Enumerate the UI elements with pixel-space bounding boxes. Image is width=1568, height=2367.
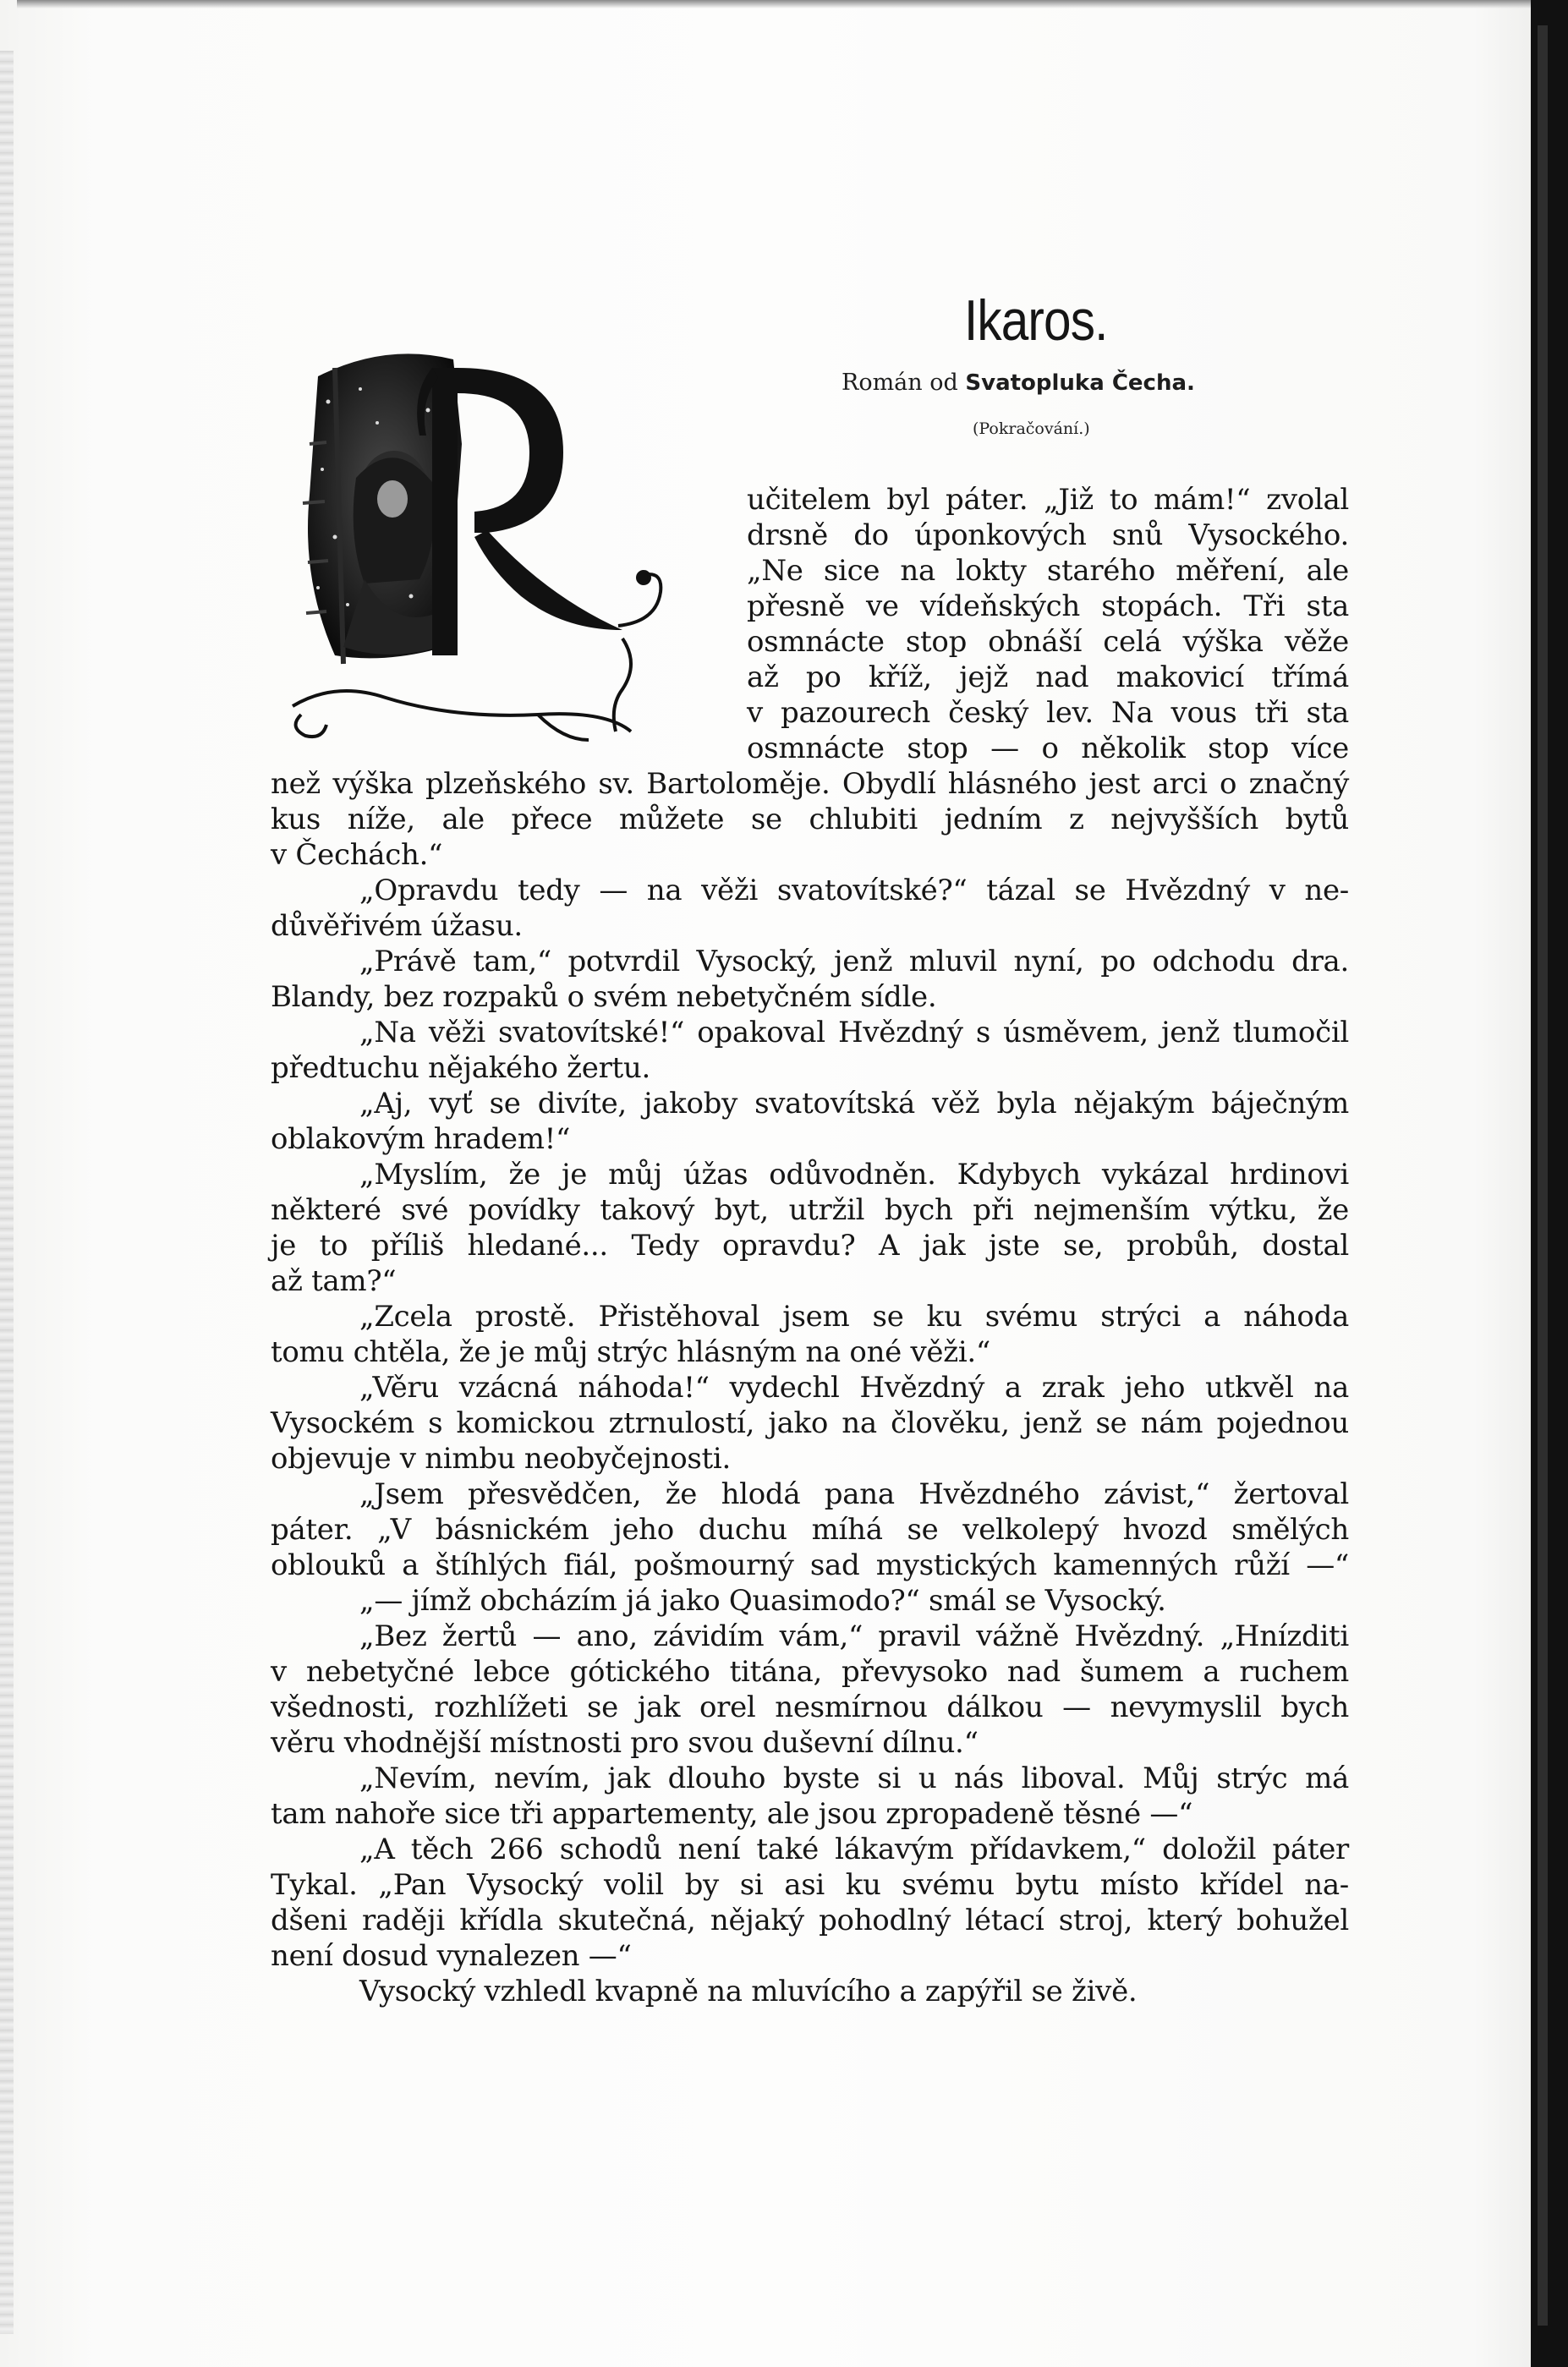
text-line: Vysocký vzhledl kvapně na mluvícího a zapýřil se živě. (359, 1975, 1138, 2008)
text-line: v nebetyčné lebce gótického titána, převysoko nad šumem a ruchem (271, 1655, 1349, 1689)
text-line: „Zcela prostě. Přistěhoval jsem se ku svému strýci a náhoda (359, 1300, 1349, 1334)
page-binding-edge (0, 51, 14, 2334)
text-line: osmnácte stop obnáší celá výška věže (747, 625, 1349, 659)
text-line: oblakovým hradem!“ (271, 1122, 571, 1156)
text-line: „Aj, vyť se divíte, jakoby svatovítská věž byla nějakým báječným (359, 1087, 1349, 1120)
text-line: v Čechách.“ (271, 838, 443, 872)
continuation-note: (Pokračování.) (973, 419, 1090, 438)
text-line: předtuchu nějakého žertu. (271, 1051, 650, 1085)
scan-dark-border-inner (1538, 25, 1548, 2326)
text-line: osmnácte stop — o několik stop více (747, 731, 1349, 765)
text-line: drsně do úponkových snů Vysockého. (747, 518, 1349, 552)
text-line: tomu chtěla, že je můj strýc hlásným na oné věži.“ (271, 1335, 991, 1369)
text-line: „Věru vzácná náhoda!“ vydechl Hvězdný a zrak jeho utkvěl na (359, 1371, 1349, 1405)
text-line: „Na věži svatovítské!“ opakoval Hvězdný s úsměvem, jenž tlumočil (359, 1016, 1349, 1049)
text-line: Blandy, bez rozpaků o svém nebetyčném sídle. (271, 980, 937, 1014)
text-line: přesně ve vídeňských stopách. Tři sta (747, 589, 1349, 623)
text-line: dšeni raději křídla skutečná, nějaký pohodlný létací stroj, který bohužel (271, 1904, 1349, 1937)
text-line: v pazourech český lev. Na vous tři sta (747, 696, 1349, 730)
text-line: Vysockém s komickou ztrnulostí, jako na člověku, jenž se nám pojednou (271, 1406, 1349, 1440)
chapter-title: Ikaros. (964, 288, 1108, 353)
text-line: objevuje v nimbu neobyčejnosti. (271, 1442, 731, 1476)
text-line: páter. „V básnickém jeho duchu míhá se velkolepý hvozd smělých (271, 1513, 1349, 1547)
text-line: některé své povídky takový byt, utržil bych při nejmenším výtku, že (271, 1193, 1349, 1227)
text-line: oblouků a štíhlých fiál, pošmourný sad mystických kamenných růží —“ (271, 1548, 1349, 1582)
byline (842, 370, 1195, 396)
text-line: „Právě tam,“ potvrdil Vysocký, jenž mluvil nyní, po odchodu dra. (359, 945, 1349, 978)
dropcap-letter (417, 368, 622, 655)
text-line: „Jsem přesvědčen, že hlodá pana Hvězdného závist,“ žertoval (359, 1477, 1349, 1511)
text-line: kus níže, ale přece můžete se chlubiti jedním z nejvyšších bytů (271, 803, 1349, 836)
text-line: až tam?“ (271, 1264, 397, 1298)
text-line: „A těch 266 schodů není také lákavým přídavkem,“ doložil páter (359, 1833, 1349, 1866)
text-line: není dosud vynalezen —“ (271, 1939, 632, 1973)
text-line: věru vhodnější místnosti pro svou duševní dílnu.“ (271, 1726, 979, 1760)
text-line: učitelem byl páter. „Již to mám!“ zvolal (747, 483, 1349, 517)
text-line: tam nahoře sice tři appartementy, ale jsou zpropadeně těsné —“ (271, 1797, 1193, 1831)
illustrated-dropcap-letter-r (284, 342, 749, 765)
byline-prefix: Román od (842, 370, 966, 396)
text-line: je to příliš hledané... Tedy opravdu? A jak jste se, probůh, dostal (271, 1229, 1349, 1263)
text-line: důvěřivém úžasu. (271, 909, 523, 943)
text-line: „Bez žertů — ano, závidím vám,“ pravil vážně Hvězdný. „Hnízditi (359, 1619, 1349, 1653)
text-line: „Ne sice na lokty starého měření, ale (747, 554, 1349, 588)
text-line: „Myslím, že je můj úžas odůvodněn. Kdybych vykázal hrdinovi (359, 1158, 1349, 1192)
page-top-edge (17, 0, 1531, 8)
text-line: než výška plzeňského sv. Bartoloměje. Obydlí hlásného jest arci o značný (271, 767, 1349, 801)
text-line: „— jímž obcházím já jako Quasimodo?“ smál se Vysocký. (359, 1584, 1166, 1618)
text-line: všednosti, rozhlížeti se jak orel nesmírnou dálkou — nevymyslil bych (271, 1690, 1349, 1724)
scan-dark-border (1531, 0, 1568, 2367)
text-line: „Opravdu tedy — na věži svatovítské?“ tázal se Hvězdný v ne- (359, 874, 1349, 907)
text-line: Tykal. „Pan Vysocký volil by si asi ku svému bytu místo křídel na- (271, 1868, 1349, 1902)
text-line: až po kříž, jejž nad makovicí třímá (747, 660, 1349, 694)
byline-author: Svatopluka Čecha. (965, 370, 1195, 396)
text-line: „Nevím, nevím, jak dlouho byste si u nás liboval. Můj strýc má (359, 1762, 1349, 1795)
